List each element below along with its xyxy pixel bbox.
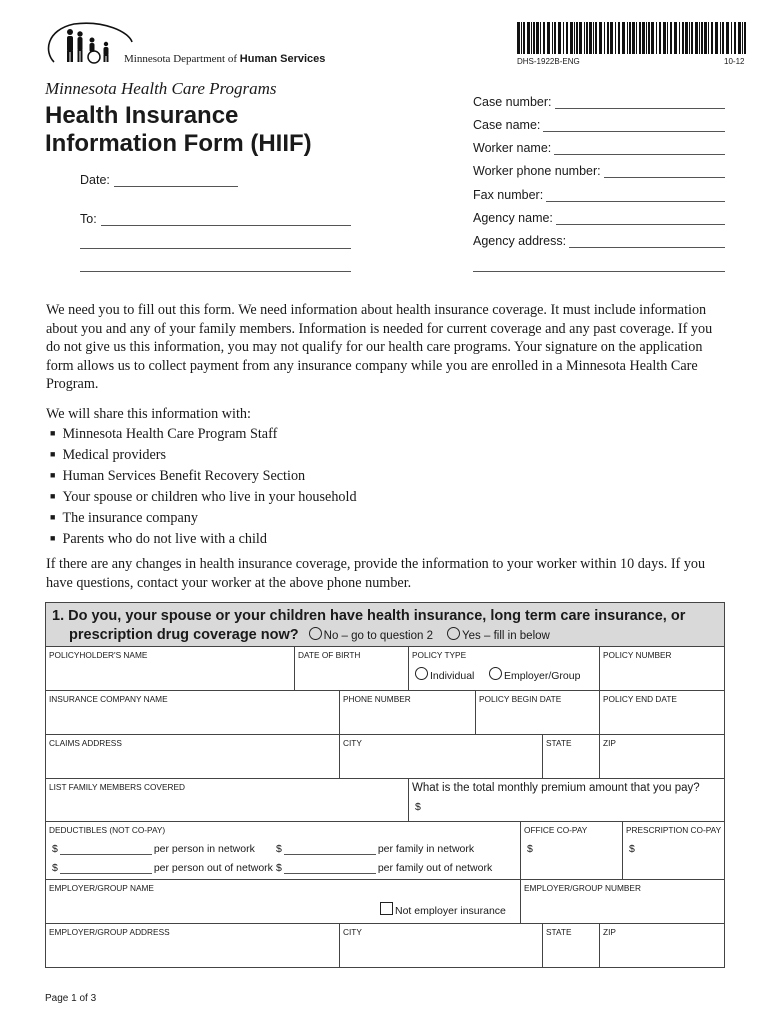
deductible-person-in-network[interactable]: $ per person in network <box>52 843 255 855</box>
share-list-item: ■ The insurance company <box>50 508 357 529</box>
case-name-field[interactable]: Case name: <box>473 118 725 132</box>
prescription-copay-cell[interactable]: PRESCRIPTION CO-PAY $ <box>623 822 724 880</box>
barcode-bar <box>663 22 666 54</box>
barcode-bar <box>734 22 736 54</box>
barcode <box>517 22 747 54</box>
barcode-bar <box>674 22 677 54</box>
barcode-bar <box>566 22 568 54</box>
share-intro: We will share this information with: <box>46 406 251 422</box>
barcode-bar <box>742 22 743 54</box>
barcode-bar <box>722 22 724 54</box>
barcode-bar <box>679 22 680 54</box>
deductibles-cell: DEDUCTIBLES (NOT CO-PAY) $ per person in network $ per family in network $ per person out of network $ per family out of network <box>46 822 521 880</box>
share-list-item: ■ Human Services Benefit Recovery Section <box>50 466 357 487</box>
share-list-item: ■ Medical providers <box>50 445 357 466</box>
share-list-item: ■ Your spouse or children who live in your household <box>50 487 357 508</box>
barcode-bar <box>738 22 741 54</box>
fax-number-field[interactable]: Fax number: <box>473 188 725 202</box>
policy-end-date-cell[interactable]: POLICY END DATE <box>600 691 724 735</box>
barcode-bar <box>704 22 707 54</box>
barcode-bar <box>533 22 535 54</box>
radio-icon <box>489 667 502 680</box>
deductible-person-out-network[interactable]: $ per person out of network <box>52 862 273 874</box>
form-code: DHS-1922B-ENG <box>517 57 580 66</box>
employer-state-cell[interactable]: STATE <box>543 924 600 967</box>
barcode-bar <box>570 22 573 54</box>
barcode-bar <box>622 22 625 54</box>
barcode-bar <box>656 22 657 54</box>
barcode-bar <box>586 22 588 54</box>
barcode-bar <box>574 22 575 54</box>
barcode-bar <box>670 22 672 54</box>
policy-type-cell: POLICY TYPE Individual Employer/Group <box>409 647 600 691</box>
barcode-bar <box>604 22 605 54</box>
barcode-bar <box>636 22 637 54</box>
barcode-bar <box>547 22 550 54</box>
page-number: Page 1 of 3 <box>45 993 97 1004</box>
barcode-bar <box>682 22 684 54</box>
not-employer-checkbox[interactable]: Not employer insurance <box>380 902 506 917</box>
policy-begin-date-cell[interactable]: POLICY BEGIN DATE <box>476 691 600 735</box>
barcode-bar <box>726 22 729 54</box>
employer-zip-cell[interactable]: ZIP <box>603 927 616 937</box>
barcode-bar <box>595 22 597 54</box>
barcode-bar <box>615 22 616 54</box>
barcode-bar <box>579 22 582 54</box>
barcode-bar <box>715 22 718 54</box>
barcode-bar <box>639 22 641 54</box>
deductible-family-in-network[interactable]: $ per family in network <box>276 843 475 855</box>
barcode-bar <box>695 22 698 54</box>
worker-phone-field[interactable]: Worker phone number: <box>473 164 725 178</box>
share-list-item: ■ Minnesota Health Care Program Staff <box>50 424 357 445</box>
policy-number-cell[interactable]: POLICY NUMBER <box>600 647 724 691</box>
barcode-bar <box>554 22 556 54</box>
to-address-line-3[interactable] <box>80 271 351 272</box>
barcode-bar <box>517 22 520 54</box>
agency-address-line-2[interactable] <box>473 271 725 272</box>
barcode-bar <box>584 22 585 54</box>
barcode-bar <box>708 22 709 54</box>
form-title: Health Insurance Information Form (HIIF) <box>45 102 312 157</box>
barcode-bar <box>599 22 602 54</box>
barcode-bar <box>648 22 650 54</box>
barcode-bar <box>659 22 661 54</box>
deductible-family-out-network[interactable]: $ per family out of network <box>276 862 493 874</box>
barcode-bar <box>543 22 545 54</box>
barcode-bar <box>720 22 721 54</box>
barcode-bar <box>576 22 578 54</box>
policyholder-name-cell[interactable]: POLICYHOLDER'S NAME <box>46 647 295 691</box>
barcode-bar <box>552 22 553 54</box>
question-1-text: 1. Do you, your spouse or your children have health insurance, long term care insurance, or prescription drug coverage now? No – go to question 2 Yes – fill in below <box>52 608 686 643</box>
barcode-bar <box>701 22 703 54</box>
share-list <box>50 424 357 550</box>
case-number-field[interactable]: Case number: <box>473 95 725 109</box>
employer-name-cell[interactable]: EMPLOYER/GROUP NAME Not employer insurance <box>46 880 521 924</box>
barcode-bar <box>627 22 628 54</box>
date-of-birth-cell[interactable]: DATE OF BIRTH <box>295 647 409 691</box>
worker-name-field[interactable]: Worker name: <box>473 141 725 155</box>
barcode-bar <box>685 22 688 54</box>
barcode-bar <box>536 22 539 54</box>
barcode-bar <box>731 22 732 54</box>
to-address-line-2[interactable] <box>80 248 351 249</box>
barcode-bar <box>563 22 564 54</box>
barcode-bar <box>711 22 713 54</box>
insurance-company-cell[interactable]: INSURANCE COMPANY NAME <box>46 691 340 735</box>
barcode-bar <box>593 22 594 54</box>
claims-city-cell[interactable]: CITY <box>340 735 543 779</box>
barcode-bar <box>540 22 541 54</box>
barcode-bar <box>699 22 700 54</box>
monthly-premium-cell[interactable]: What is the total monthly premium amount that you pay? $ <box>409 779 724 822</box>
intro-paragraph: We need you to fill out this form. We need information about health insurance coverage. It must include information about you and any of your family members. Information is needed for current coverage and any past coverage. If you do not give us this information, you may not qualify for our health care programs. Your signature on the application form allows us to collect payment from any insurance company while you are enrolled in a Minnesota Health Care Program. <box>46 302 713 392</box>
revision-date: 10-12 <box>724 57 745 66</box>
to-field[interactable]: To: <box>80 212 351 226</box>
employer-group-radio[interactable]: Employer/Group <box>489 667 580 682</box>
share-list-item: ■ Parents who do not live with a child <box>50 529 357 550</box>
yes-radio[interactable]: Yes – fill in below <box>447 630 550 642</box>
program-name: Minnesota Health Care Programs <box>45 79 277 98</box>
date-field[interactable]: Date: <box>80 173 238 187</box>
barcode-bar <box>642 22 645 54</box>
phone-number-cell[interactable]: PHONE NUMBER <box>340 691 476 735</box>
employer-number-cell[interactable]: EMPLOYER/GROUP NUMBER <box>521 880 724 924</box>
dhs-logo <box>44 22 134 66</box>
barcode-bar <box>589 22 592 54</box>
barcode-bar <box>651 22 654 54</box>
no-radio[interactable]: No – go to question 2 <box>309 630 433 642</box>
barcode-bar <box>632 22 635 54</box>
changes-paragraph: If there are any changes in health insurance coverage, provide the information to your worker within 10 days. If you have questions, contact your worker at the above phone number. <box>46 556 706 591</box>
claims-state-cell[interactable]: STATE <box>543 735 600 779</box>
claims-zip-cell[interactable]: ZIP <box>600 735 724 779</box>
department-name: Minnesota Department of Human Services <box>124 53 326 65</box>
barcode-bar <box>610 22 613 54</box>
checkbox-icon <box>380 902 393 915</box>
employer-address-cell[interactable]: EMPLOYER/GROUP ADDRESS <box>46 924 340 967</box>
family-members-cell[interactable]: LIST FAMILY MEMBERS COVERED <box>46 779 409 822</box>
radio-icon <box>447 627 460 640</box>
barcode-bar <box>691 22 693 54</box>
claims-address-cell[interactable]: CLAIMS ADDRESS <box>46 735 340 779</box>
barcode-bar <box>646 22 647 54</box>
radio-icon <box>309 627 322 640</box>
individual-radio[interactable]: Individual <box>415 667 474 682</box>
barcode-bar <box>558 22 561 54</box>
office-copay-cell[interactable]: OFFICE CO-PAY $ <box>521 822 623 880</box>
barcode-bar <box>607 22 609 54</box>
radio-icon <box>415 667 428 680</box>
barcode-bar <box>531 22 532 54</box>
barcode-bar <box>689 22 690 54</box>
agency-name-field[interactable]: Agency name: <box>473 211 725 225</box>
barcode-bar <box>521 22 522 54</box>
barcode-bar <box>523 22 525 54</box>
barcode-bar <box>618 22 620 54</box>
barcode-bar <box>667 22 668 54</box>
barcode-bar <box>629 22 631 54</box>
employer-city-cell[interactable]: CITY <box>340 924 543 967</box>
agency-address-field[interactable]: Agency address: <box>473 234 725 248</box>
barcode-bar <box>744 22 746 54</box>
barcode-bar <box>527 22 530 54</box>
